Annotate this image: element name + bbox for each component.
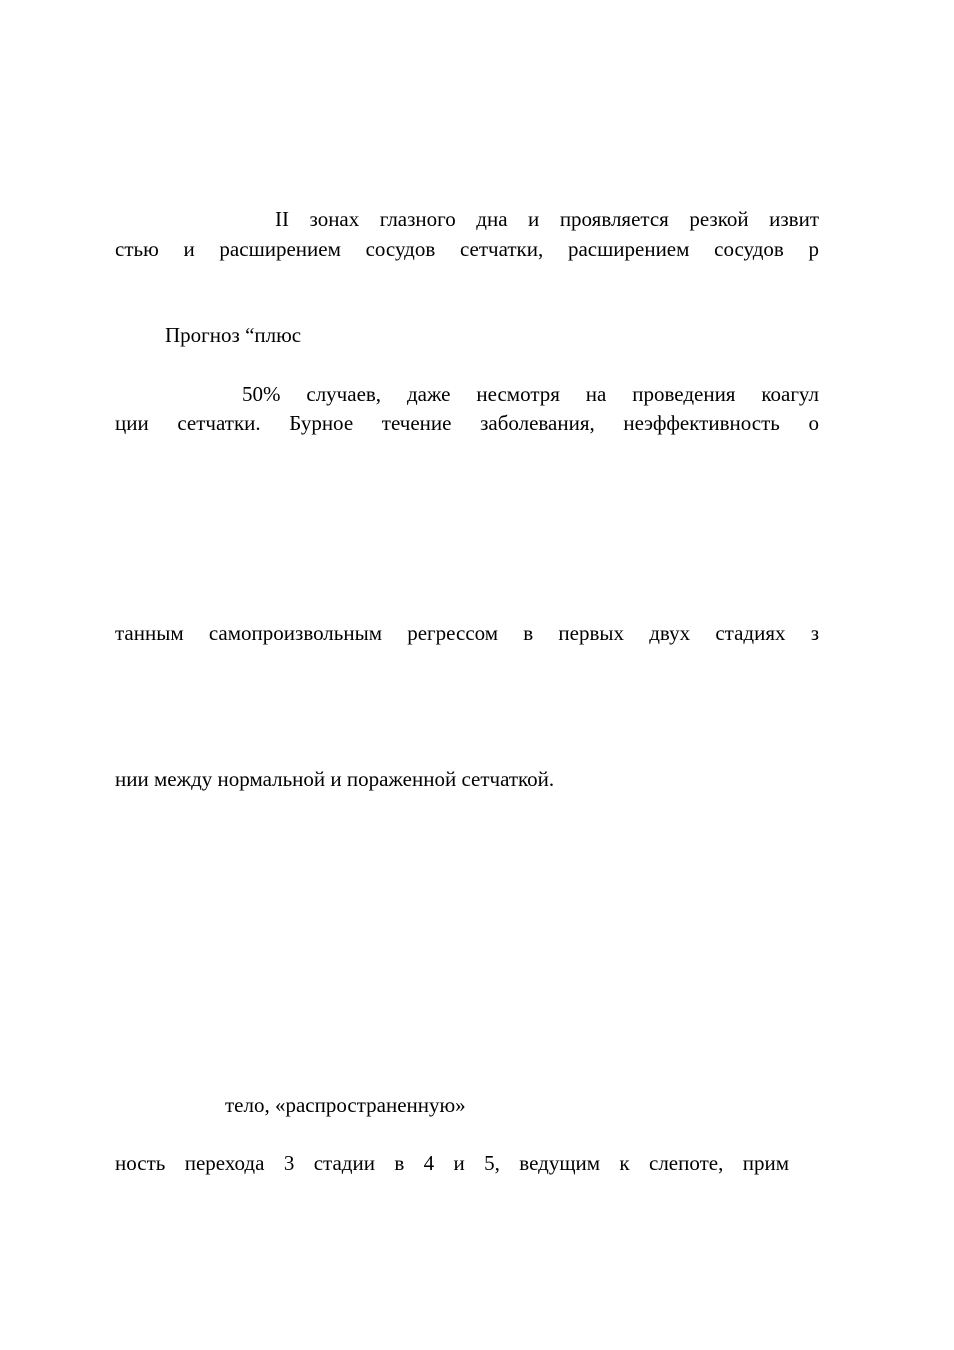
text-line-2: стью и расширением сосудов сетчатки, расширением сосудов р xyxy=(115,237,819,261)
text-line-4: 50% случаев, даже несмотря на проведения коагул xyxy=(242,382,819,406)
text-line-8: тело, «распространенную» xyxy=(225,1093,466,1117)
text-line-5: ции сетчатки. Бурное течение заболевания, неэффективность о xyxy=(115,411,819,435)
text-line-9: ность перехода 3 стадии в 4 и 5, ведущим к слепоте, прим xyxy=(115,1151,789,1175)
text-line-3: Прогноз “плюс xyxy=(165,323,302,347)
text-line-6: танным самопроизвольным регрессом в первых двух стадиях з xyxy=(115,621,819,645)
text-line-1: II зонах глазного дна и проявляется резкой извит xyxy=(275,207,819,231)
text-line-7: нии между нормальной и пораженной сетчаткой. xyxy=(115,767,555,791)
